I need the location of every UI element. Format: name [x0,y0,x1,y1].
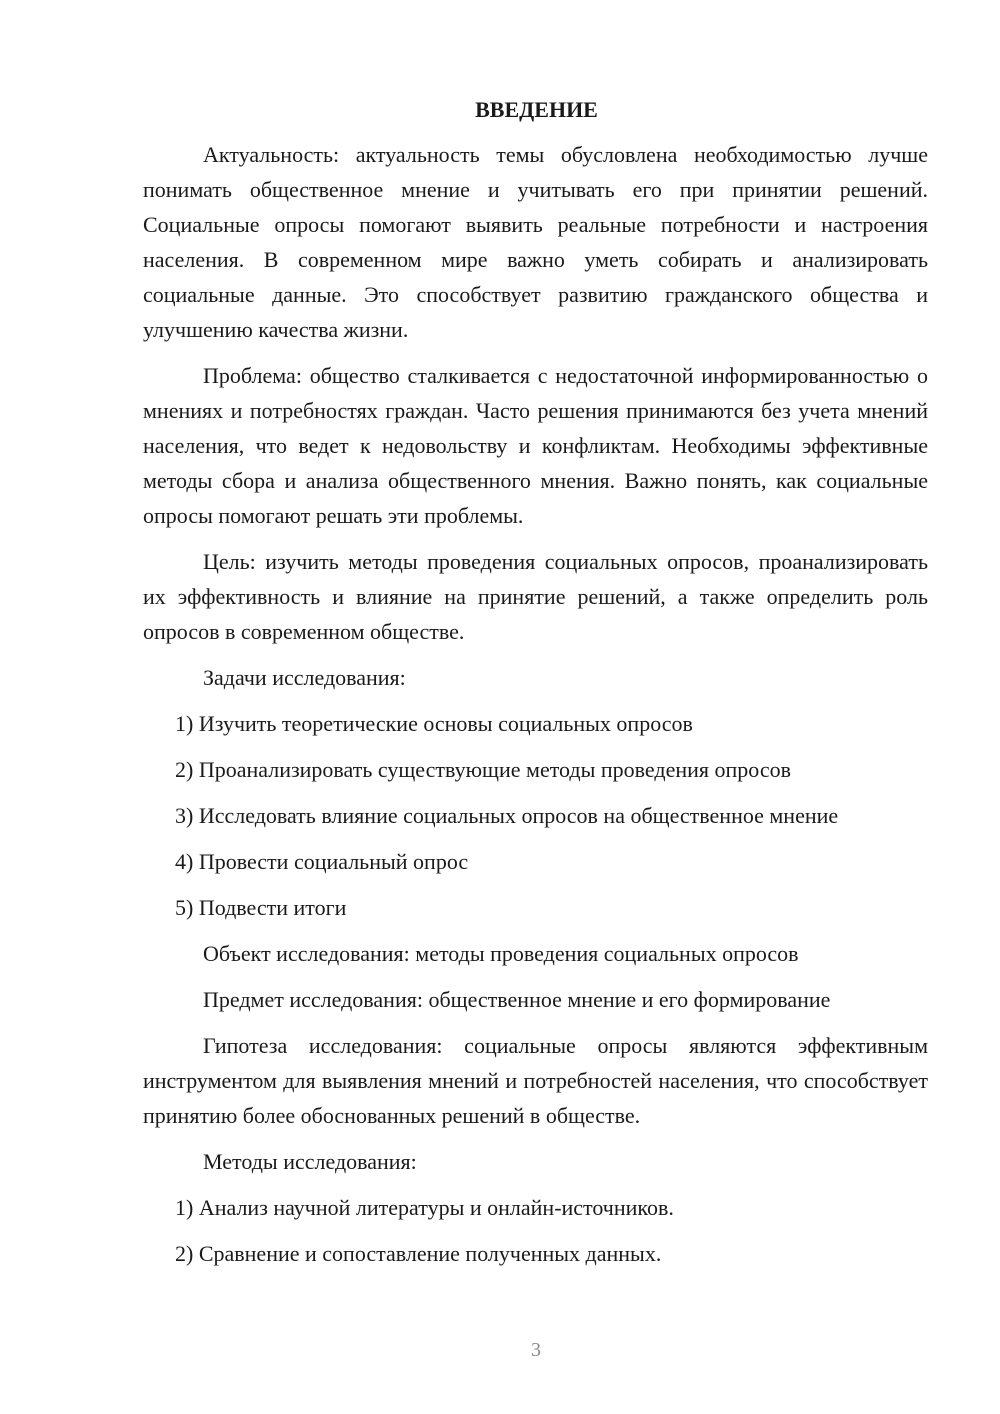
list-item: 2) Сравнение и сопоставление полученных данных. [175,1241,662,1266]
methods-label: Методы исследования: [203,1149,417,1174]
tasks-list [143,706,928,925]
tasks-label: Задачи исследования: [203,665,406,690]
list-item: 2) Проанализировать существующие методы проведения опросов [175,757,791,782]
list-item: 1) Изучить теоретические основы социальных опросов [175,711,693,736]
page-number: 3 [531,1339,541,1361]
relevance-paragraph: Актуальность: актуальность темы обусловлена необходимостью лучше понимать общественное мнение и учитывать его при принятии решений. Социальные опросы помогают выявить реальные потребности и настроения населения. В современном мире важно уметь собирать и анализировать социальные данные. Это способствует развитию гражданского общества и улучшению качества жизни. [143,142,928,342]
hypothesis-paragraph: Гипотеза исследования: социальные опросы являются эффективным инструментом для выявления мнений и потребностей населения, что способствует принятию более обоснованных решений в обществе. [143,1033,928,1128]
list-item: 5) Подвести итоги [175,895,347,920]
section-heading: ВВЕДЕНИЕ [475,97,598,122]
goal-paragraph: Цель: изучить методы проведения социальных опросов, проанализировать их эффективность и влияние на принятие решений, а также определить роль опросов в современном обществе. [143,549,928,644]
methods-list [143,1190,928,1271]
list-item: 3) Исследовать влияние социальных опросов на общественное мнение [175,803,839,828]
list-item: 1) Анализ научной литературы и онлайн-источников. [175,1195,674,1220]
research-subject: Предмет исследования: общественное мнение и его формирование [203,987,831,1012]
list-item: 4) Провести социальный опрос [175,849,469,874]
problem-paragraph: Проблема: общество сталкивается с недостаточной информированностью о мнениях и потребностях граждан. Часто решения принимаются без учета мнений населения, что ведет к недовольству и конфликтам. Необходимы эффективные методы сбора и анализа общественного мнения. Важно понять, как социальные опросы помогают решать эти проблемы. [143,363,928,528]
page-content [143,92,928,1282]
research-object: Объект исследования: методы проведения социальных опросов [203,941,799,966]
